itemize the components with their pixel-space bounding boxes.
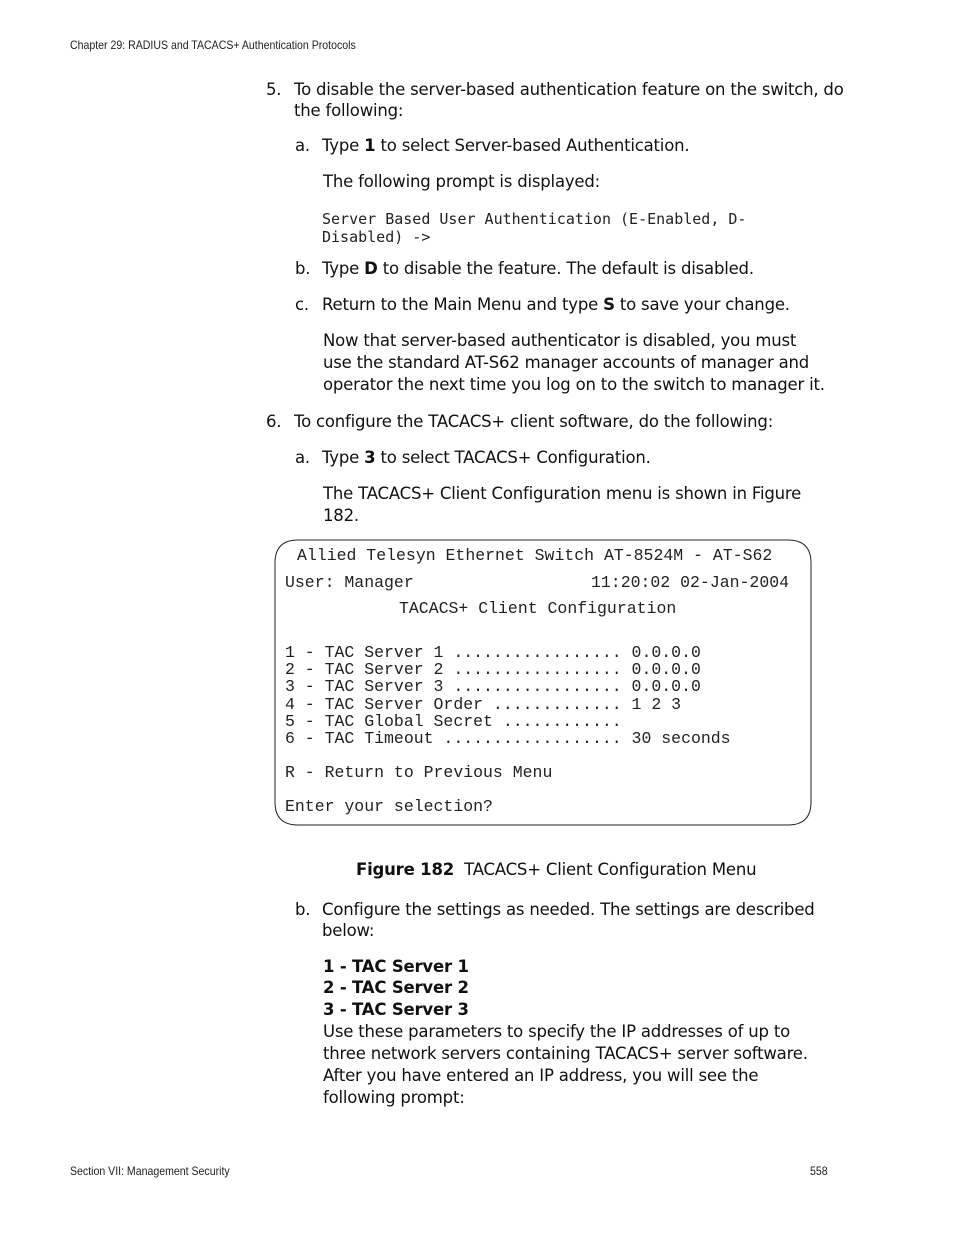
menu-item: 5 - TAC Global Secret ............ bbox=[285, 712, 622, 731]
running-header: Chapter 29: RADIUS and TACACS+ Authentication Protocols bbox=[70, 38, 356, 52]
page-number: 558 bbox=[810, 1164, 828, 1178]
screen-user: User: Manager bbox=[285, 573, 414, 592]
note-line2: use the standard AT-S62 manager accounts of manager and bbox=[323, 353, 810, 372]
step-6-number: 6. bbox=[266, 412, 282, 431]
param-heading: 3 - TAC Server 3 bbox=[323, 1000, 469, 1019]
footer-section: Section VII: Management Security bbox=[70, 1164, 230, 1178]
figure-caption: Figure 182 TACACS+ Client Configuration Menu bbox=[356, 860, 757, 879]
menu-item: 1 - TAC Server 1 ................. 0.0.0.0 bbox=[285, 643, 701, 662]
note-line1: Now that server-based authenticator is disabled, you must bbox=[323, 331, 797, 350]
screen-datetime: 11:20:02 02-Jan-2004 bbox=[591, 573, 790, 592]
step-5a-text: Type 1 to select Server-based Authentication. bbox=[322, 136, 690, 155]
screen-menu-title: TACACS+ Client Configuration bbox=[399, 599, 677, 618]
param-desc-line3: After you have entered an IP address, you will see the bbox=[323, 1066, 759, 1085]
prompt-code-line2: Disabled) -> bbox=[322, 228, 431, 246]
param-heading: 2 - TAC Server 2 bbox=[323, 978, 469, 997]
param-desc-line4: following prompt: bbox=[323, 1088, 465, 1107]
step-6a-label: a. bbox=[295, 448, 310, 467]
param-heading: 1 - TAC Server 1 bbox=[323, 957, 469, 976]
menu-item: 3 - TAC Server 3 ................. 0.0.0.0 bbox=[285, 677, 701, 696]
prompt-code-line1: Server Based User Authentication (E-Enabled, D- bbox=[322, 210, 747, 228]
menu-return: R - Return to Previous Menu bbox=[285, 763, 553, 782]
step-5b-text: Type D to disable the feature. The default is disabled. bbox=[322, 259, 754, 278]
step-6-text: To configure the TACACS+ client software, do the following: bbox=[294, 412, 774, 431]
step-5b-label: b. bbox=[295, 259, 311, 278]
step-5-text-line1: To disable the server-based authentication feature on the switch, do bbox=[294, 80, 844, 99]
menu-prompt: Enter your selection? bbox=[285, 797, 493, 816]
menu-intro-line1: The TACACS+ Client Configuration menu is shown in Figure bbox=[323, 484, 802, 503]
menu-item: 6 - TAC Timeout .................. 30 seconds bbox=[285, 729, 731, 748]
step-5-number: 5. bbox=[266, 80, 282, 99]
menu-intro-line2: 182. bbox=[323, 506, 359, 525]
step-6a-text: Type 3 to select TACACS+ Configuration. bbox=[322, 448, 651, 467]
prompt-intro: The following prompt is displayed: bbox=[323, 172, 601, 191]
screen-title: Allied Telesyn Ethernet Switch AT-8524M - AT-S62 bbox=[297, 546, 773, 565]
note-line3: operator the next time you log on to the switch to manager it. bbox=[323, 375, 825, 394]
param-desc-line2: three network servers containing TACACS+ server software. bbox=[323, 1044, 808, 1063]
step-6b-line1: Configure the settings as needed. The settings are described bbox=[322, 900, 815, 919]
step-5a-label: a. bbox=[295, 136, 310, 155]
step-6b-line2: below: bbox=[322, 921, 375, 940]
step-5c-label: c. bbox=[295, 295, 309, 314]
menu-item: 4 - TAC Server Order ............. 1 2 3 bbox=[285, 695, 682, 714]
step-5-text-line2: the following: bbox=[294, 101, 404, 120]
param-desc-line1: Use these parameters to specify the IP addresses of up to bbox=[323, 1022, 790, 1041]
step-5c-text: Return to the Main Menu and type S to save your change. bbox=[322, 295, 790, 314]
menu-item: 2 - TAC Server 2 ................. 0.0.0.0 bbox=[285, 660, 701, 679]
step-6b-label: b. bbox=[295, 900, 311, 919]
